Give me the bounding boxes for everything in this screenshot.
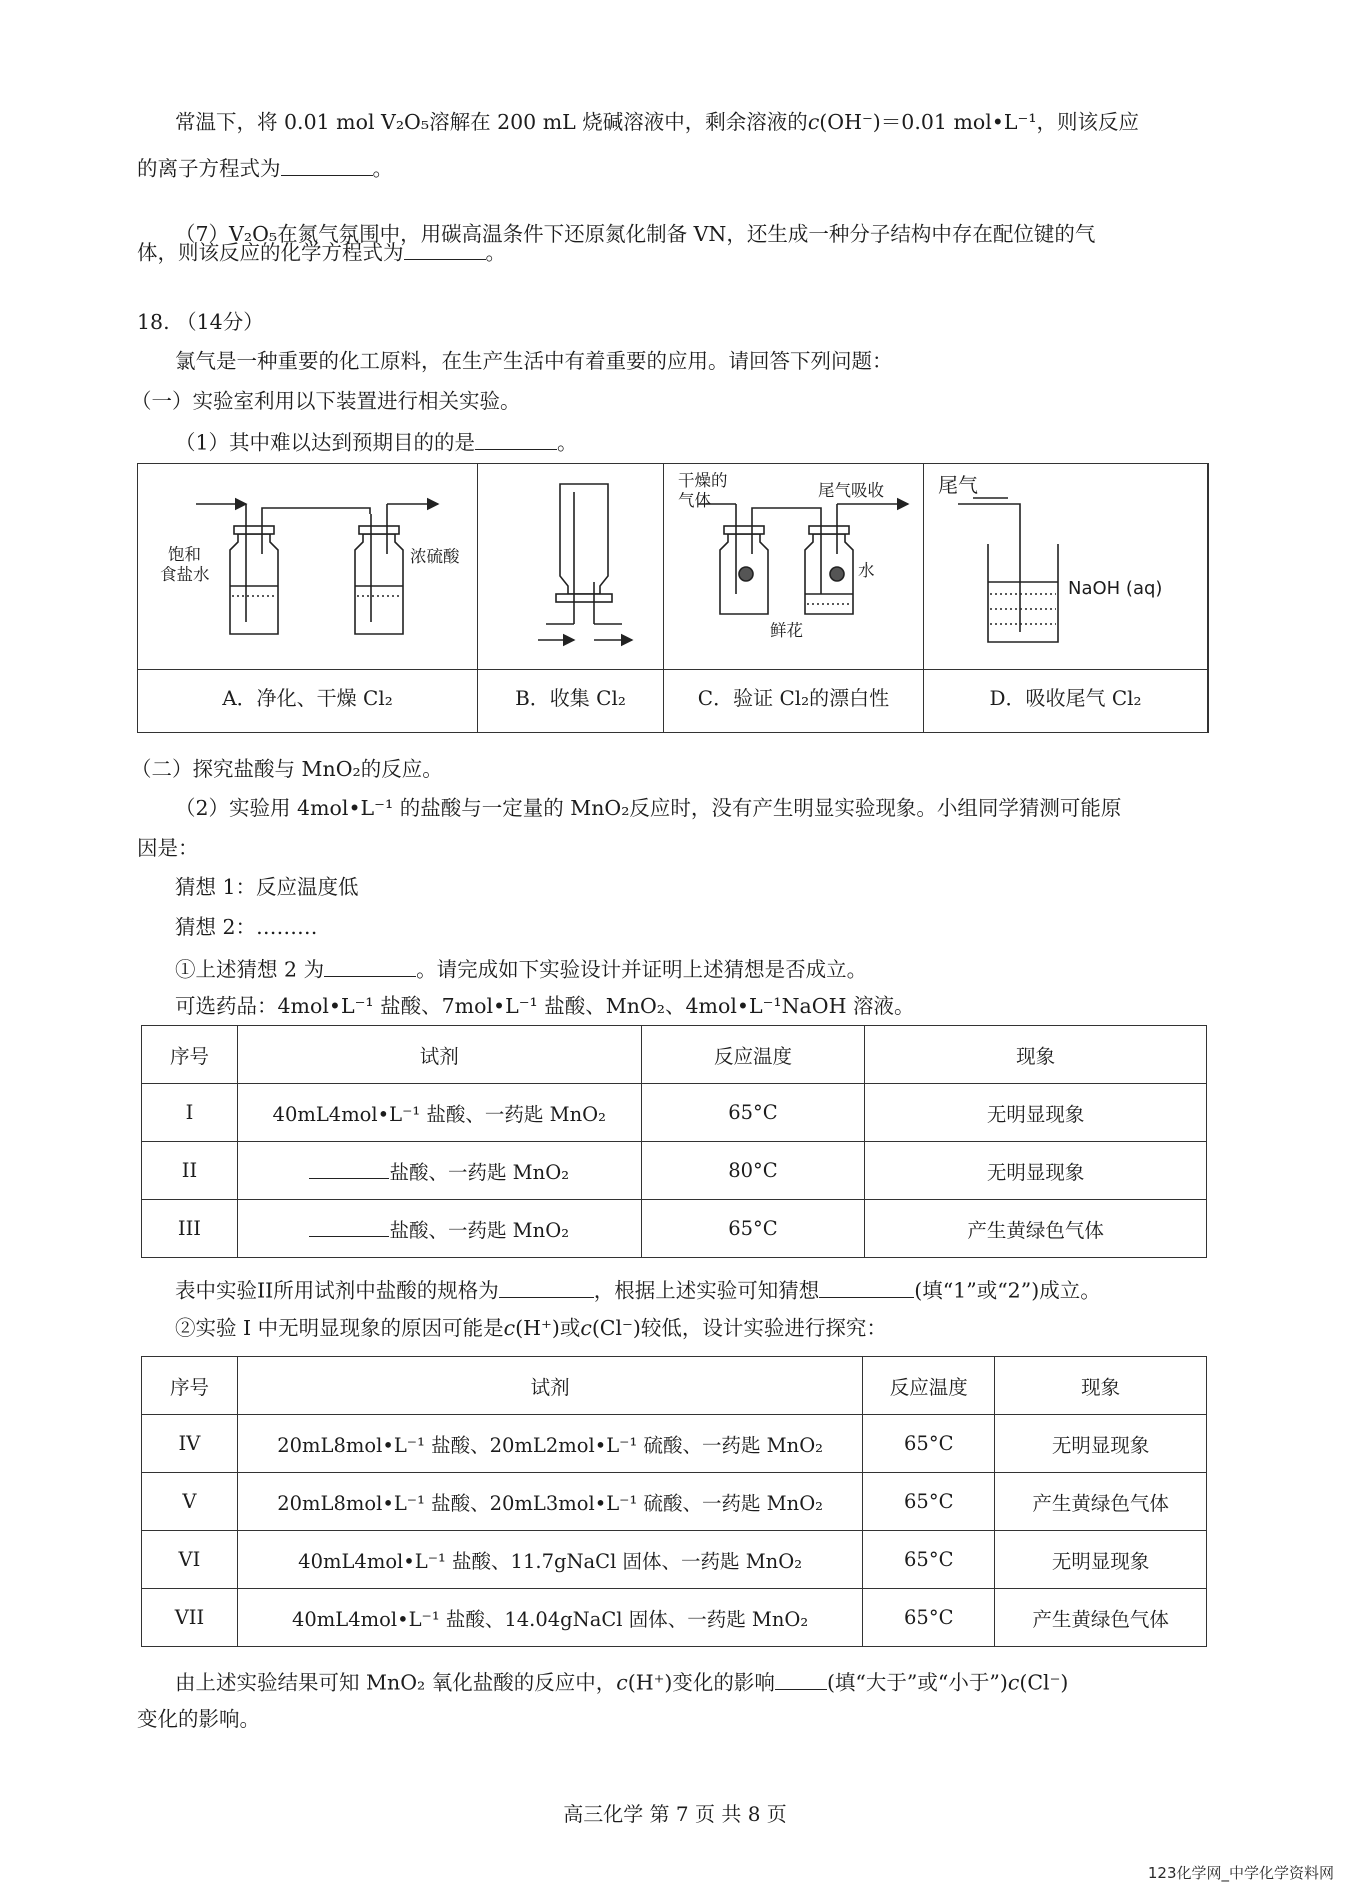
page-footer: 高三化学 第 7 页 共 8 页 <box>563 1802 787 1826</box>
paragraph-line: 体，则该反应的化学方程式为 。 <box>137 238 506 265</box>
paragraph-line: 的离子方程式为 。 <box>137 154 393 181</box>
bottle-saltwater <box>230 504 278 634</box>
table-header-row <box>142 1026 1207 1084</box>
caption-c: C．验证 Cl₂的漂白性 <box>697 686 890 710</box>
table-row: V 20mL8mol•L⁻¹ 盐酸、20mL3mol•L⁻¹ 硫酸、一药匙 MnO₂ 65°C 产生黄绿色气体 <box>142 1473 1207 1531</box>
header-cell: 现象 <box>995 1357 1207 1415</box>
sub-question: （2）实验用 4mol•L⁻¹ 的盐酸与一定量的 MnO₂反应时，没有产生明显实验现象。小组同学猜测可能原 <box>175 796 1122 820</box>
header-cell: 序号 <box>142 1026 238 1084</box>
answer-blank[interactable] <box>309 1216 389 1237</box>
header-cell: 反应温度 <box>641 1026 865 1084</box>
label-flower: 鲜花 <box>770 621 803 640</box>
header-cell: 序号 <box>142 1357 238 1415</box>
header-cell: 反应温度 <box>863 1357 995 1415</box>
beaker-naoh <box>958 498 1058 642</box>
sub-question: ②实验 I 中无明显现象的原因可能是c(H⁺)或c(Cl⁻)较低，设计实验进行探究： <box>175 1316 887 1340</box>
answer-blank[interactable] <box>499 1276 594 1298</box>
table-header-row <box>142 1357 1207 1415</box>
answer-blank[interactable] <box>281 154 373 176</box>
label-tail-absorb: 尾气吸收 <box>818 481 884 500</box>
header-cell: 现象 <box>865 1026 1207 1084</box>
question-number: 18. （14分） <box>137 310 264 334</box>
label-saltwater-2: 食盐水 <box>160 565 210 584</box>
paragraph-line: 常温下，将 0.01 mol V₂O₅溶解在 200 mL 烧碱溶液中，剩余溶液的c(OH⁻)＝0.01 mol•L⁻¹，则该反应 <box>175 110 1140 134</box>
section-heading: （一）实验室利用以下装置进行相关实验。 <box>131 389 521 413</box>
label-dry-gas-1: 干燥的 <box>678 471 728 490</box>
label-saltwater-1: 饱和 <box>168 545 201 564</box>
answer-blank[interactable] <box>324 955 416 977</box>
experiment-table-2 <box>141 1356 1207 1647</box>
apparatus-drawings <box>138 464 1208 669</box>
paragraph-line: 变化的影响。 <box>137 1707 260 1731</box>
answer-blank[interactable] <box>475 428 557 450</box>
paragraph-line: 氯气是一种重要的化工原料，在生产生活中有着重要的应用。请回答下列问题： <box>175 349 893 373</box>
table-row: II 盐酸、一药匙 MnO₂ 80°C 无明显现象 <box>142 1142 1207 1200</box>
answer-blank[interactable] <box>309 1158 389 1179</box>
answer-blank[interactable] <box>775 1668 827 1690</box>
sub-question: （1）其中难以达到预期目的的是 。 <box>175 428 578 455</box>
apparatus-figure <box>137 463 1209 733</box>
table-row: IV 20mL8mol•L⁻¹ 盐酸、20mL2mol•L⁻¹ 硫酸、一药匙 MnO₂ 65°C 无明显现象 <box>142 1415 1207 1473</box>
table-row: III 盐酸、一药匙 MnO₂ 65°C 产生黄绿色气体 <box>142 1200 1207 1258</box>
bottle-dry-flower <box>720 504 768 614</box>
caption-d: D．吸收尾气 Cl₂ <box>989 686 1142 710</box>
reagent-list: 可选药品：4mol•L⁻¹ 盐酸、7mol•L⁻¹ 盐酸、MnO₂、4mol•L⁻¹NaOH 溶液。 <box>175 994 915 1018</box>
header-cell: 试剂 <box>237 1357 862 1415</box>
label-tail-gas: 尾气 <box>938 473 978 497</box>
caption-a: A．净化、干燥 Cl₂ <box>222 686 393 710</box>
table-row: I 40mL4mol•L⁻¹ 盐酸、一药匙 MnO₂ 65°C 无明显现象 <box>142 1084 1207 1142</box>
sub-question: ①上述猜想 2 为 。请完成如下实验设计并证明上述猜想是否成立。 <box>175 955 867 982</box>
label-naoh: NaOH (aq) <box>1068 578 1163 599</box>
table-row: VII 40mL4mol•L⁻¹ 盐酸、14.04gNaCl 固体、一药匙 MnO₂ 65°C 产生黄绿色气体 <box>142 1589 1207 1647</box>
question-7: （7）V₂O₅在氮气氛围中，用碳高温条件下还原氮化制备 VN，还生成一种分子结构中存在配位键的气 <box>175 222 1096 246</box>
caption-b: B．收集 Cl₂ <box>515 686 626 710</box>
bottle-collect <box>538 484 632 640</box>
answer-blank[interactable] <box>819 1276 914 1298</box>
label-water: 水 <box>858 561 875 580</box>
watermark: 123化学网_中学化学资料网 <box>1147 1864 1334 1882</box>
experiment-table-1 <box>141 1025 1207 1258</box>
label-conc-acid: 浓硫酸 <box>410 547 460 566</box>
paragraph-line: 由上述实验结果可知 MnO₂ 氧化盐酸的反应中，c(H⁺)变化的影响 (填“大于”或“小于”)c(Cl⁻) <box>175 1668 1068 1695</box>
guess-2: 猜想 2：……… <box>175 915 318 939</box>
paragraph-line: 因是： <box>137 836 199 860</box>
answer-blank[interactable] <box>404 238 486 260</box>
label-dry-gas-2: 气体 <box>678 491 711 510</box>
table-row: VI 40mL4mol•L⁻¹ 盐酸、11.7gNaCl 固体、一药匙 MnO₂ 65°C 无明显现象 <box>142 1531 1207 1589</box>
bottle-acid <box>355 504 403 634</box>
header-cell: 试剂 <box>237 1026 641 1084</box>
paragraph-line: 表中实验II所用试剂中盐酸的规格为 ，根据上述实验可知猜想 (填“1”或“2”)成立。 <box>175 1276 1101 1303</box>
guess-1: 猜想 1：反应温度低 <box>175 875 359 899</box>
section-heading: （二）探究盐酸与 MnO₂的反应。 <box>131 757 443 781</box>
bottle-wet-flower <box>805 504 853 614</box>
